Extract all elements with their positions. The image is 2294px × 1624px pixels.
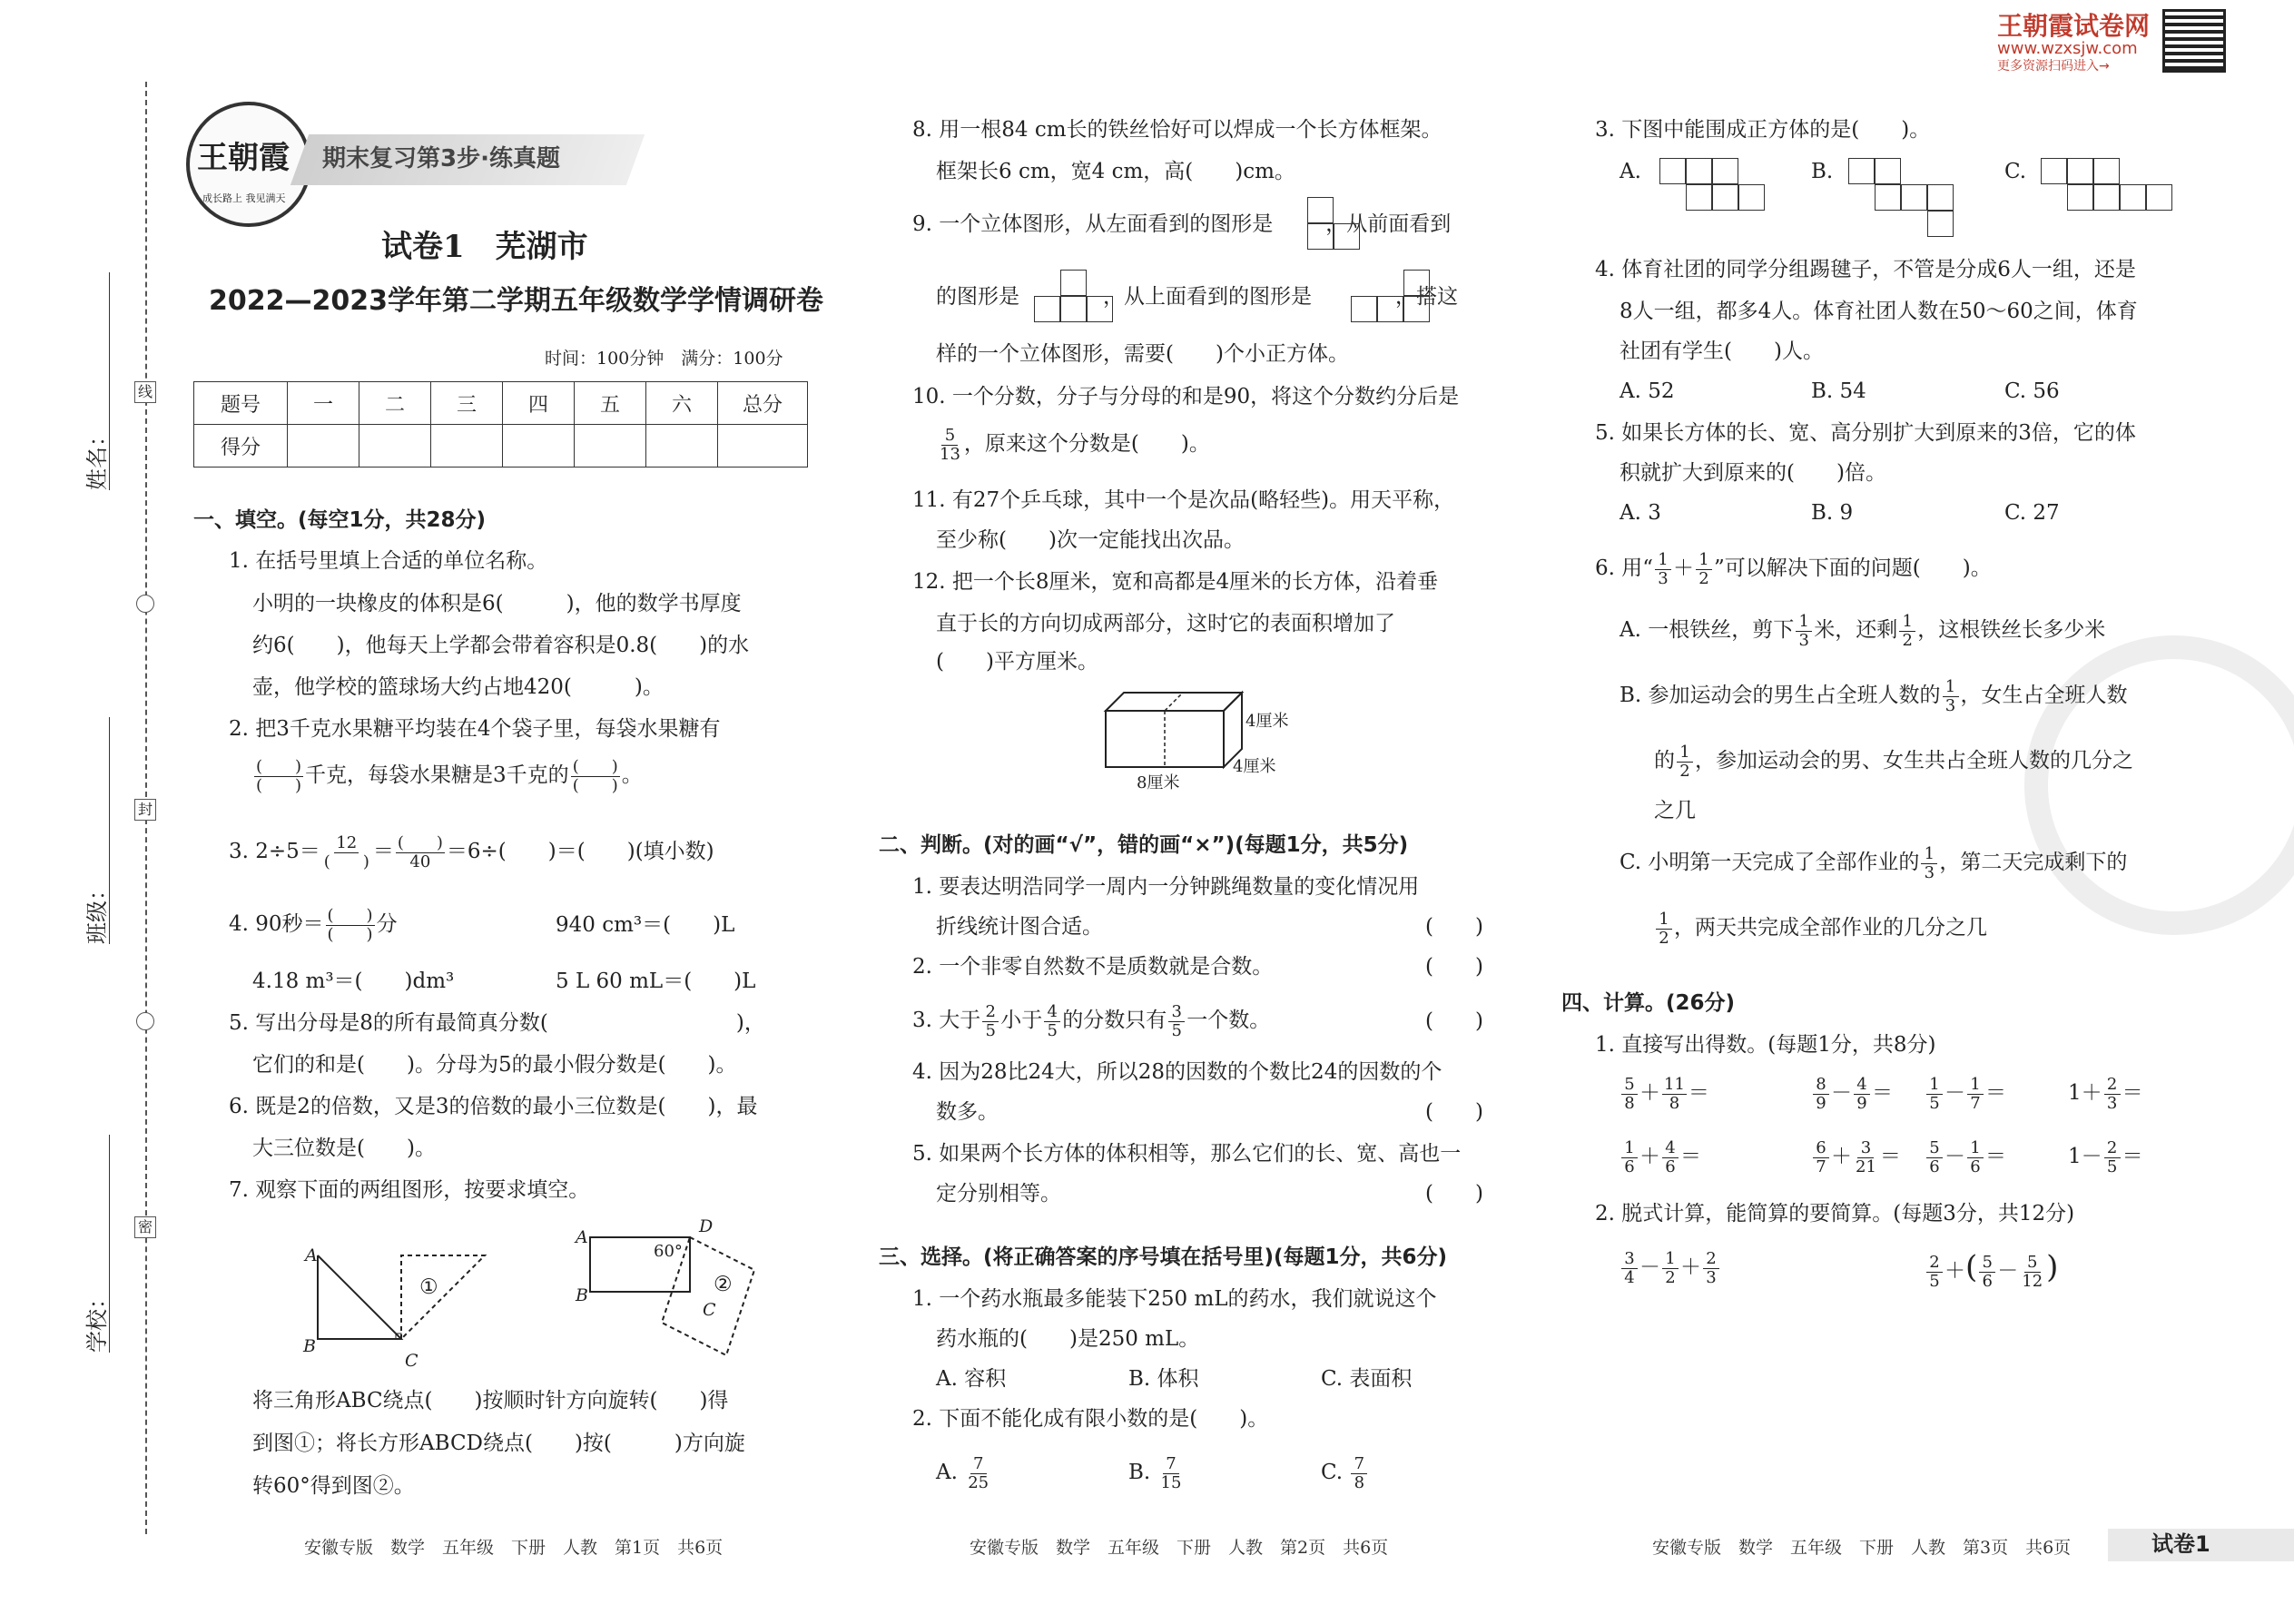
j5-line-b: 定分别相等。 bbox=[936, 1182, 1061, 1206]
qr-code-icon[interactable] bbox=[2162, 9, 2226, 73]
binding-circle bbox=[136, 595, 154, 613]
class-label: 班级： bbox=[84, 879, 110, 944]
j3-answer[interactable]: ( ) bbox=[1425, 1009, 1483, 1033]
q12-line-a: 12. 把一个长8厘米，宽和高都是4厘米的长方体，沿着垂 bbox=[912, 570, 1439, 594]
calc-4[interactable]: 1＋ $\frac{2}{3}$ ＝ bbox=[2068, 1074, 2143, 1113]
section-1-heading: 一、填空。(每空1分，共28分) bbox=[193, 508, 487, 532]
q2-line-a: 2. 把3千克水果糖平均装在4个袋子里，每袋水果糖有 bbox=[229, 717, 721, 741]
c1-option-a[interactable]: A. 容积 bbox=[936, 1367, 1007, 1391]
score-cell[interactable] bbox=[288, 425, 359, 468]
score-header: 六 bbox=[646, 382, 718, 425]
fig-label-b: B bbox=[303, 1336, 316, 1356]
calc-2[interactable]: $\frac{8}{9}$ － $\frac{4}{9}$ ＝ bbox=[1811, 1069, 1893, 1117]
site-url: www.wzxsjw.com bbox=[1997, 39, 2138, 58]
c2-line: 2. 下面不能化成有限小数的是( )。 bbox=[912, 1407, 1269, 1431]
brand-logo bbox=[186, 102, 311, 227]
score-cell[interactable] bbox=[431, 425, 503, 468]
j2-line: 2. 一个非零自然数不是质数就是合数。 bbox=[912, 955, 1274, 979]
net-c-cell bbox=[2120, 184, 2146, 211]
j2-answer[interactable]: ( ) bbox=[1425, 955, 1483, 979]
j4-line-b: 数多。 bbox=[936, 1100, 999, 1124]
c6-option-b-end: 之几 bbox=[1654, 799, 1696, 822]
net-c-cell bbox=[2067, 158, 2093, 184]
j4-line-a: 4. 因为28比24大，所以28的因数的个数比24的因数的个 bbox=[912, 1060, 1442, 1084]
section-3-heading: 三、选择。(将正确答案的序号填在括号里)(每题1分，共6分) bbox=[879, 1245, 1448, 1269]
view-top-icon bbox=[1377, 296, 1403, 322]
paper-title: 试卷1 芜湖市 bbox=[381, 229, 588, 265]
q7-text: 7. 观察下面的两组图形，按要求填空。 bbox=[229, 1178, 590, 1202]
section-4-heading: 四、计算。(26分) bbox=[1561, 991, 1736, 1015]
view-front-icon bbox=[1087, 296, 1113, 322]
c1-option-b[interactable]: B. 体积 bbox=[1128, 1367, 1199, 1391]
k2-line: 2. 脱式计算，能简算的要简算。(每题3分，共12分) bbox=[1595, 1202, 2075, 1225]
q9-line-c: 样的一个立体图形，需要( )个小正方体。 bbox=[936, 342, 1349, 366]
q9-text-a: 9. 一个立体图形，从左面看到的图形是 bbox=[912, 212, 1274, 236]
calc-7[interactable]: $\frac{5}{6}$ － $\frac{1}{6}$ ＝ bbox=[1925, 1133, 2006, 1180]
q1-text: 1. 在括号里填上合适的单位名称。 bbox=[229, 549, 548, 573]
net-b-cell bbox=[1927, 211, 1954, 237]
exam-time: 时间：100分钟 满分：100分 bbox=[545, 349, 783, 369]
name-label: 姓名： bbox=[84, 425, 110, 490]
q4-line-e: 5 L 60 mL＝( )L bbox=[556, 969, 756, 993]
view-front-icon bbox=[1060, 296, 1087, 322]
score-header: 总分 bbox=[718, 382, 808, 425]
c4-option-c[interactable]: C. 56 bbox=[2004, 379, 2060, 403]
c6-option-c[interactable]: C. 小明第一天完成了全部作业的 $\frac{1}{3}$ ，第二天完成剩下的 bbox=[1620, 843, 2128, 882]
cuboid-length-label: 8厘米 bbox=[1137, 773, 1180, 792]
fig-label-c2: C bbox=[703, 1300, 716, 1320]
score-header: 一 bbox=[288, 382, 359, 425]
q3-fraction-2[interactable]: $\frac{( )}{40}$ bbox=[397, 832, 443, 871]
q4-unit: 分 bbox=[376, 912, 398, 936]
fig-label-a2: A bbox=[576, 1227, 588, 1247]
binding-circle bbox=[136, 1012, 154, 1030]
j3-fraction-2: $\frac{4}{5}$ bbox=[1044, 1003, 1060, 1040]
c3-option-b[interactable]: B. bbox=[1811, 160, 1834, 183]
q9-line-a bbox=[912, 211, 1451, 238]
q9-text-e: ，搭这 bbox=[1395, 285, 1458, 309]
score-cell[interactable] bbox=[503, 425, 575, 468]
q1-line-a: 小明的一块橡皮的体积是6( )，他的数学书厚度 bbox=[252, 592, 742, 615]
q4-line-d: 4.18 m³＝( )dm³ bbox=[252, 969, 455, 993]
q3-line: 3. 2÷5＝ $\frac{12}{( )}$ ＝ $\frac{( )}{40}$ ＝6÷( )＝( )(填小数) bbox=[229, 832, 714, 871]
net-b-cell bbox=[1901, 184, 1927, 211]
j3-line bbox=[912, 997, 1270, 1044]
net-c-cell bbox=[2146, 184, 2172, 211]
site-scan: 更多资源扫码进入→ bbox=[1997, 59, 2110, 74]
footer-page-2: 安徽专版 数学 五年级 下册 人教 第2页 共6页 bbox=[970, 1538, 1389, 1558]
fig-label-d: D bbox=[699, 1216, 714, 1236]
school-field[interactable] bbox=[109, 1135, 110, 1353]
q4-start: 4. 90秒＝ bbox=[229, 912, 324, 936]
q8-line-a: 8. 用一根84 cm长的铁丝恰好可以焊成一个长方体框架。 bbox=[912, 118, 1442, 142]
q6-line-a: 6. 既是2的倍数，又是3的倍数的最小三位数是( )，最 bbox=[229, 1095, 758, 1118]
net-a-cell bbox=[1712, 158, 1738, 184]
c4-option-b[interactable]: B. 54 bbox=[1811, 379, 1866, 403]
c1-line-a: 1. 一个药水瓶最多能装下250 mL的药水，我们就说这个 bbox=[912, 1287, 1437, 1311]
school-label: 学校： bbox=[84, 1287, 110, 1353]
brand-name: 王朝霞 bbox=[197, 140, 290, 176]
c6-option-b-cont: 的 $\frac{1}{2}$ ，参加运动会的男、女生共占全班人数的几分之 bbox=[1654, 742, 2133, 781]
q10-line-a: 10. 一个分数，分子与分母的和是90，将这个分数约分后是 bbox=[912, 385, 1460, 408]
c2-option-a[interactable]: A. $\frac{7}{25}$ bbox=[936, 1453, 989, 1492]
cuboid-width-label: 4厘米 bbox=[1233, 757, 1276, 776]
expr-2[interactable]: $\frac{2}{5}$ ＋( $\frac{5}{6}$ － $\frac{5}{12}$ ) bbox=[1925, 1244, 2058, 1294]
net-c-cell bbox=[2093, 158, 2120, 184]
c3-option-c[interactable]: C. bbox=[2004, 160, 2027, 183]
score-header: 二 bbox=[359, 382, 431, 425]
footer-page-3: 安徽专版 数学 五年级 下册 人教 第3页 共6页 bbox=[1652, 1538, 2072, 1558]
view-top-icon bbox=[1351, 296, 1377, 322]
score-cell[interactable] bbox=[359, 425, 431, 468]
c5-option-a[interactable]: A. 3 bbox=[1620, 501, 1661, 525]
calc-8[interactable]: 1－ $\frac{2}{5}$ ＝ bbox=[2068, 1137, 2143, 1176]
q5-line-a: 5. 写出分母是8的所有最简真分数( )， bbox=[229, 1011, 765, 1035]
net-b-cell bbox=[1875, 184, 1901, 211]
j1-line-a: 1. 要表达明浩同学一周内一分钟跳绳数量的变化情况用 bbox=[912, 875, 1420, 899]
q4-line-c: 940 cm³＝( )L bbox=[556, 913, 735, 937]
q7-figure bbox=[290, 1221, 799, 1384]
j1-answer[interactable]: ( ) bbox=[1425, 915, 1483, 939]
q10-fraction: $\frac{5}{13}$ bbox=[940, 425, 960, 464]
blank-fraction[interactable]: $\frac{( )}{( )}$ bbox=[572, 756, 618, 795]
fig-angle: 60° bbox=[654, 1242, 683, 1261]
q9-text-d: ，从上面看到的图形是 bbox=[1103, 285, 1312, 309]
c4-option-a[interactable]: A. 52 bbox=[1620, 379, 1675, 403]
score-header: 四 bbox=[503, 382, 575, 425]
net-a-cell bbox=[1686, 184, 1712, 211]
net-c-cell bbox=[2041, 158, 2067, 184]
q3-fraction-1[interactable]: $\frac{12}{( )}$ bbox=[323, 832, 369, 871]
q1-line-c: 壶，他学校的篮球场大约占地420( )。 bbox=[252, 675, 664, 699]
c6-option-a[interactable]: A. 一根铁丝，剪下 $\frac{1}{3}$ 米，还剩 $\frac{1}{2}$ ，这根铁丝长多少米 bbox=[1620, 611, 2106, 650]
view-left-icon bbox=[1307, 197, 1334, 223]
calc-6[interactable]: $\frac{6}{7}$ ＋ $\frac{3}{21}$ ＝ bbox=[1811, 1133, 1901, 1180]
score-cell[interactable] bbox=[575, 425, 646, 468]
c1-option-c[interactable]: C. 表面积 bbox=[1321, 1367, 1413, 1391]
binding-label-line: 线 bbox=[134, 381, 156, 403]
q4-line-a bbox=[229, 901, 398, 948]
q10-text: ，原来这个分数是( )。 bbox=[963, 432, 1210, 456]
calc-3[interactable]: $\frac{1}{5}$ － $\frac{1}{7}$ ＝ bbox=[1925, 1069, 2006, 1117]
c3-option-a[interactable]: A. bbox=[1620, 160, 1641, 183]
view-front-icon bbox=[1060, 270, 1087, 296]
net-a-cell bbox=[1738, 184, 1765, 211]
net-b-cell bbox=[1927, 184, 1954, 211]
j3-fraction-1: $\frac{2}{5}$ bbox=[982, 1003, 999, 1040]
j5-answer[interactable]: ( ) bbox=[1425, 1182, 1483, 1206]
j3-text-c: 的分数只有 bbox=[1062, 1009, 1167, 1032]
name-field[interactable] bbox=[109, 272, 110, 490]
blank-fraction[interactable]: $\frac{( )}{( )}$ bbox=[256, 756, 302, 795]
c5-option-c[interactable]: C. 27 bbox=[2004, 501, 2060, 525]
section-2-heading: 二、判断。(对的画“√”，错的画“×”)(每题1分，共5分) bbox=[879, 833, 1409, 857]
footer-page-1: 安徽专版 数学 五年级 下册 人教 第1页 共6页 bbox=[304, 1538, 724, 1558]
c5-line-a: 5. 如果长方体的长、宽、高分别扩大到原来的3倍，它的体 bbox=[1595, 421, 2136, 445]
fig-label-a: A bbox=[305, 1245, 318, 1265]
fig-label-c: C bbox=[405, 1351, 418, 1371]
j3-text-a: 3. 大于 bbox=[912, 1009, 981, 1032]
q7-line-b: 到图①；将长方形ABCD绕点( )按( )方向旋 bbox=[252, 1432, 745, 1455]
net-b-cell bbox=[1848, 158, 1875, 184]
net-a-cell bbox=[1659, 158, 1686, 184]
class-field[interactable] bbox=[109, 717, 110, 944]
c1-line-b: 药水瓶的( )是250 mL。 bbox=[936, 1327, 1200, 1351]
expr-1[interactable]: $\frac{3}{4}$ － $\frac{1}{2}$ ＋ $\frac{2}{3}$ bbox=[1620, 1244, 1721, 1291]
q4-fraction[interactable]: $\frac{( )}{( )}$ bbox=[327, 905, 373, 944]
calc-1[interactable]: $\frac{5}{8}$ ＋ $\frac{11}{8}$ ＝ bbox=[1620, 1069, 1709, 1117]
q1-line-b: 约6( )，他每天上学都会带着容积是0.8( )的水 bbox=[252, 634, 750, 657]
q6-line-b: 大三位数是( )。 bbox=[252, 1137, 436, 1160]
q3-end: ＝6÷( )＝( )(填小数) bbox=[446, 840, 714, 863]
cuboid-figure bbox=[1098, 685, 1253, 776]
c2-option-c[interactable]: C. $\frac{7}{8}$ bbox=[1321, 1449, 1369, 1496]
binding-label-dense: 密 bbox=[134, 1216, 156, 1238]
q2-text: 千克，每袋水果糖是3千克的 bbox=[305, 763, 569, 787]
q12-line-b: 直于长的方向切成两部分，这时它的表面积增加了 bbox=[936, 612, 1395, 635]
view-left-icon bbox=[1334, 223, 1360, 250]
j3-fraction-3: $\frac{3}{5}$ bbox=[1168, 1003, 1185, 1040]
footer-tag: 试卷1 bbox=[2151, 1531, 2210, 1557]
q11-line-b: 至少称( )次一定能找出次品。 bbox=[936, 528, 1245, 552]
binding-label-seal: 封 bbox=[134, 799, 156, 821]
c5-option-b[interactable]: B. 9 bbox=[1811, 501, 1854, 525]
q2-line-b: $\frac{( )}{( )}$ 千克，每袋水果糖是3千克的 $\frac{( )}{( )}$ 。 bbox=[256, 756, 643, 795]
c3-line: 3. 下图中能围成正方体的是( )。 bbox=[1595, 118, 1931, 142]
net-a-cell bbox=[1712, 184, 1738, 211]
fig-label-two: ② bbox=[714, 1273, 733, 1296]
q8-line-b: 框架长6 cm，宽4 cm，高( )cm。 bbox=[936, 160, 1295, 183]
j4-answer[interactable]: ( ) bbox=[1425, 1100, 1483, 1124]
view-top-icon bbox=[1403, 270, 1430, 296]
c4-line-a: 4. 体育社团的同学分组踢毽子，不管是分成6人一组，还是 bbox=[1595, 258, 2136, 281]
net-c-cell bbox=[2067, 184, 2093, 211]
net-c-cell bbox=[2093, 184, 2120, 211]
q9-text-c: 的图形是 bbox=[936, 285, 1019, 309]
c6-option-b[interactable]: B. 参加运动会的男生占全班人数的 $\frac{1}{3}$ ，女生占全班人数 bbox=[1620, 676, 2128, 715]
site-brand: 王朝霞试卷网 bbox=[1997, 11, 2151, 41]
score-table bbox=[193, 381, 808, 468]
c4-line-c: 社团有学生( )人。 bbox=[1620, 340, 1824, 363]
j3-text-d: 一个数。 bbox=[1186, 1009, 1271, 1032]
calc-5[interactable]: $\frac{1}{6}$ ＋ $\frac{4}{6}$ ＝ bbox=[1620, 1133, 1701, 1180]
view-left-icon bbox=[1307, 223, 1334, 250]
view-top-icon bbox=[1403, 296, 1430, 322]
q7-line-c: 转60°得到图②。 bbox=[252, 1474, 415, 1498]
q11-line-a: 11. 有27个乒乓球，其中一个是次品(略轻些)。用天平称， bbox=[912, 488, 1455, 512]
q3-start: 3. 2÷5＝ bbox=[229, 840, 320, 863]
c4-line-b: 8人一组，都多4人。体育社团人数在50～60之间，体育 bbox=[1620, 300, 2138, 323]
net-b-cell bbox=[1875, 158, 1901, 184]
q12-line-c: ( )平方厘米。 bbox=[936, 650, 1098, 674]
score-cell[interactable] bbox=[718, 425, 808, 468]
q5-line-b: 它们的和是( )。分母为5的最小假分数是( )。 bbox=[252, 1053, 737, 1077]
net-a-cell bbox=[1686, 158, 1712, 184]
c2-option-b[interactable]: B. $\frac{7}{15}$ bbox=[1128, 1453, 1182, 1492]
brand-logo-sub: 成长路上 我见满天 bbox=[202, 192, 286, 204]
q10-line-b bbox=[936, 421, 1210, 467]
k1-line: 1. 直接写出得数。(每题1分，共8分) bbox=[1595, 1033, 1936, 1057]
c6-option-c-cont: $\frac{1}{2}$ ，两天共完成全部作业的几分之几 bbox=[1654, 904, 1987, 951]
score-header: 五 bbox=[575, 382, 646, 425]
stage-label: 期末复习第3步·练真题 bbox=[322, 145, 560, 172]
j3-text-b: 小于 bbox=[1000, 1009, 1043, 1032]
j1-line-b: 折线统计图合适。 bbox=[936, 915, 1103, 939]
c6-line: 6. 用“ $\frac{1}{3}$ ＋ $\frac{1}{2}$ ”可以解决下面的问题( )。 bbox=[1595, 549, 1992, 588]
score-row-label: 得分 bbox=[194, 425, 288, 468]
c5-line-b: 积就扩大到原来的( )倍。 bbox=[1620, 461, 1886, 485]
fig-label-b2: B bbox=[576, 1285, 588, 1305]
q7-line-a: 将三角形ABC绕点( )按顺时针方向旋转( )得 bbox=[252, 1389, 729, 1412]
j5-line-a: 5. 如果两个长方体的体积相等，那么它们的长、宽、高也一 bbox=[912, 1142, 1462, 1166]
paper-subtitle: 2022—2023学年第二学期五年级数学学情调研卷 bbox=[209, 285, 823, 317]
q9-text-b: ，从前面看到 bbox=[1325, 212, 1452, 236]
score-cell[interactable] bbox=[646, 425, 718, 468]
score-header: 题号 bbox=[194, 382, 288, 425]
score-header: 三 bbox=[431, 382, 503, 425]
cuboid-height-label: 4厘米 bbox=[1245, 712, 1289, 731]
fig-label-one: ① bbox=[419, 1275, 438, 1299]
view-front-icon bbox=[1034, 296, 1060, 322]
